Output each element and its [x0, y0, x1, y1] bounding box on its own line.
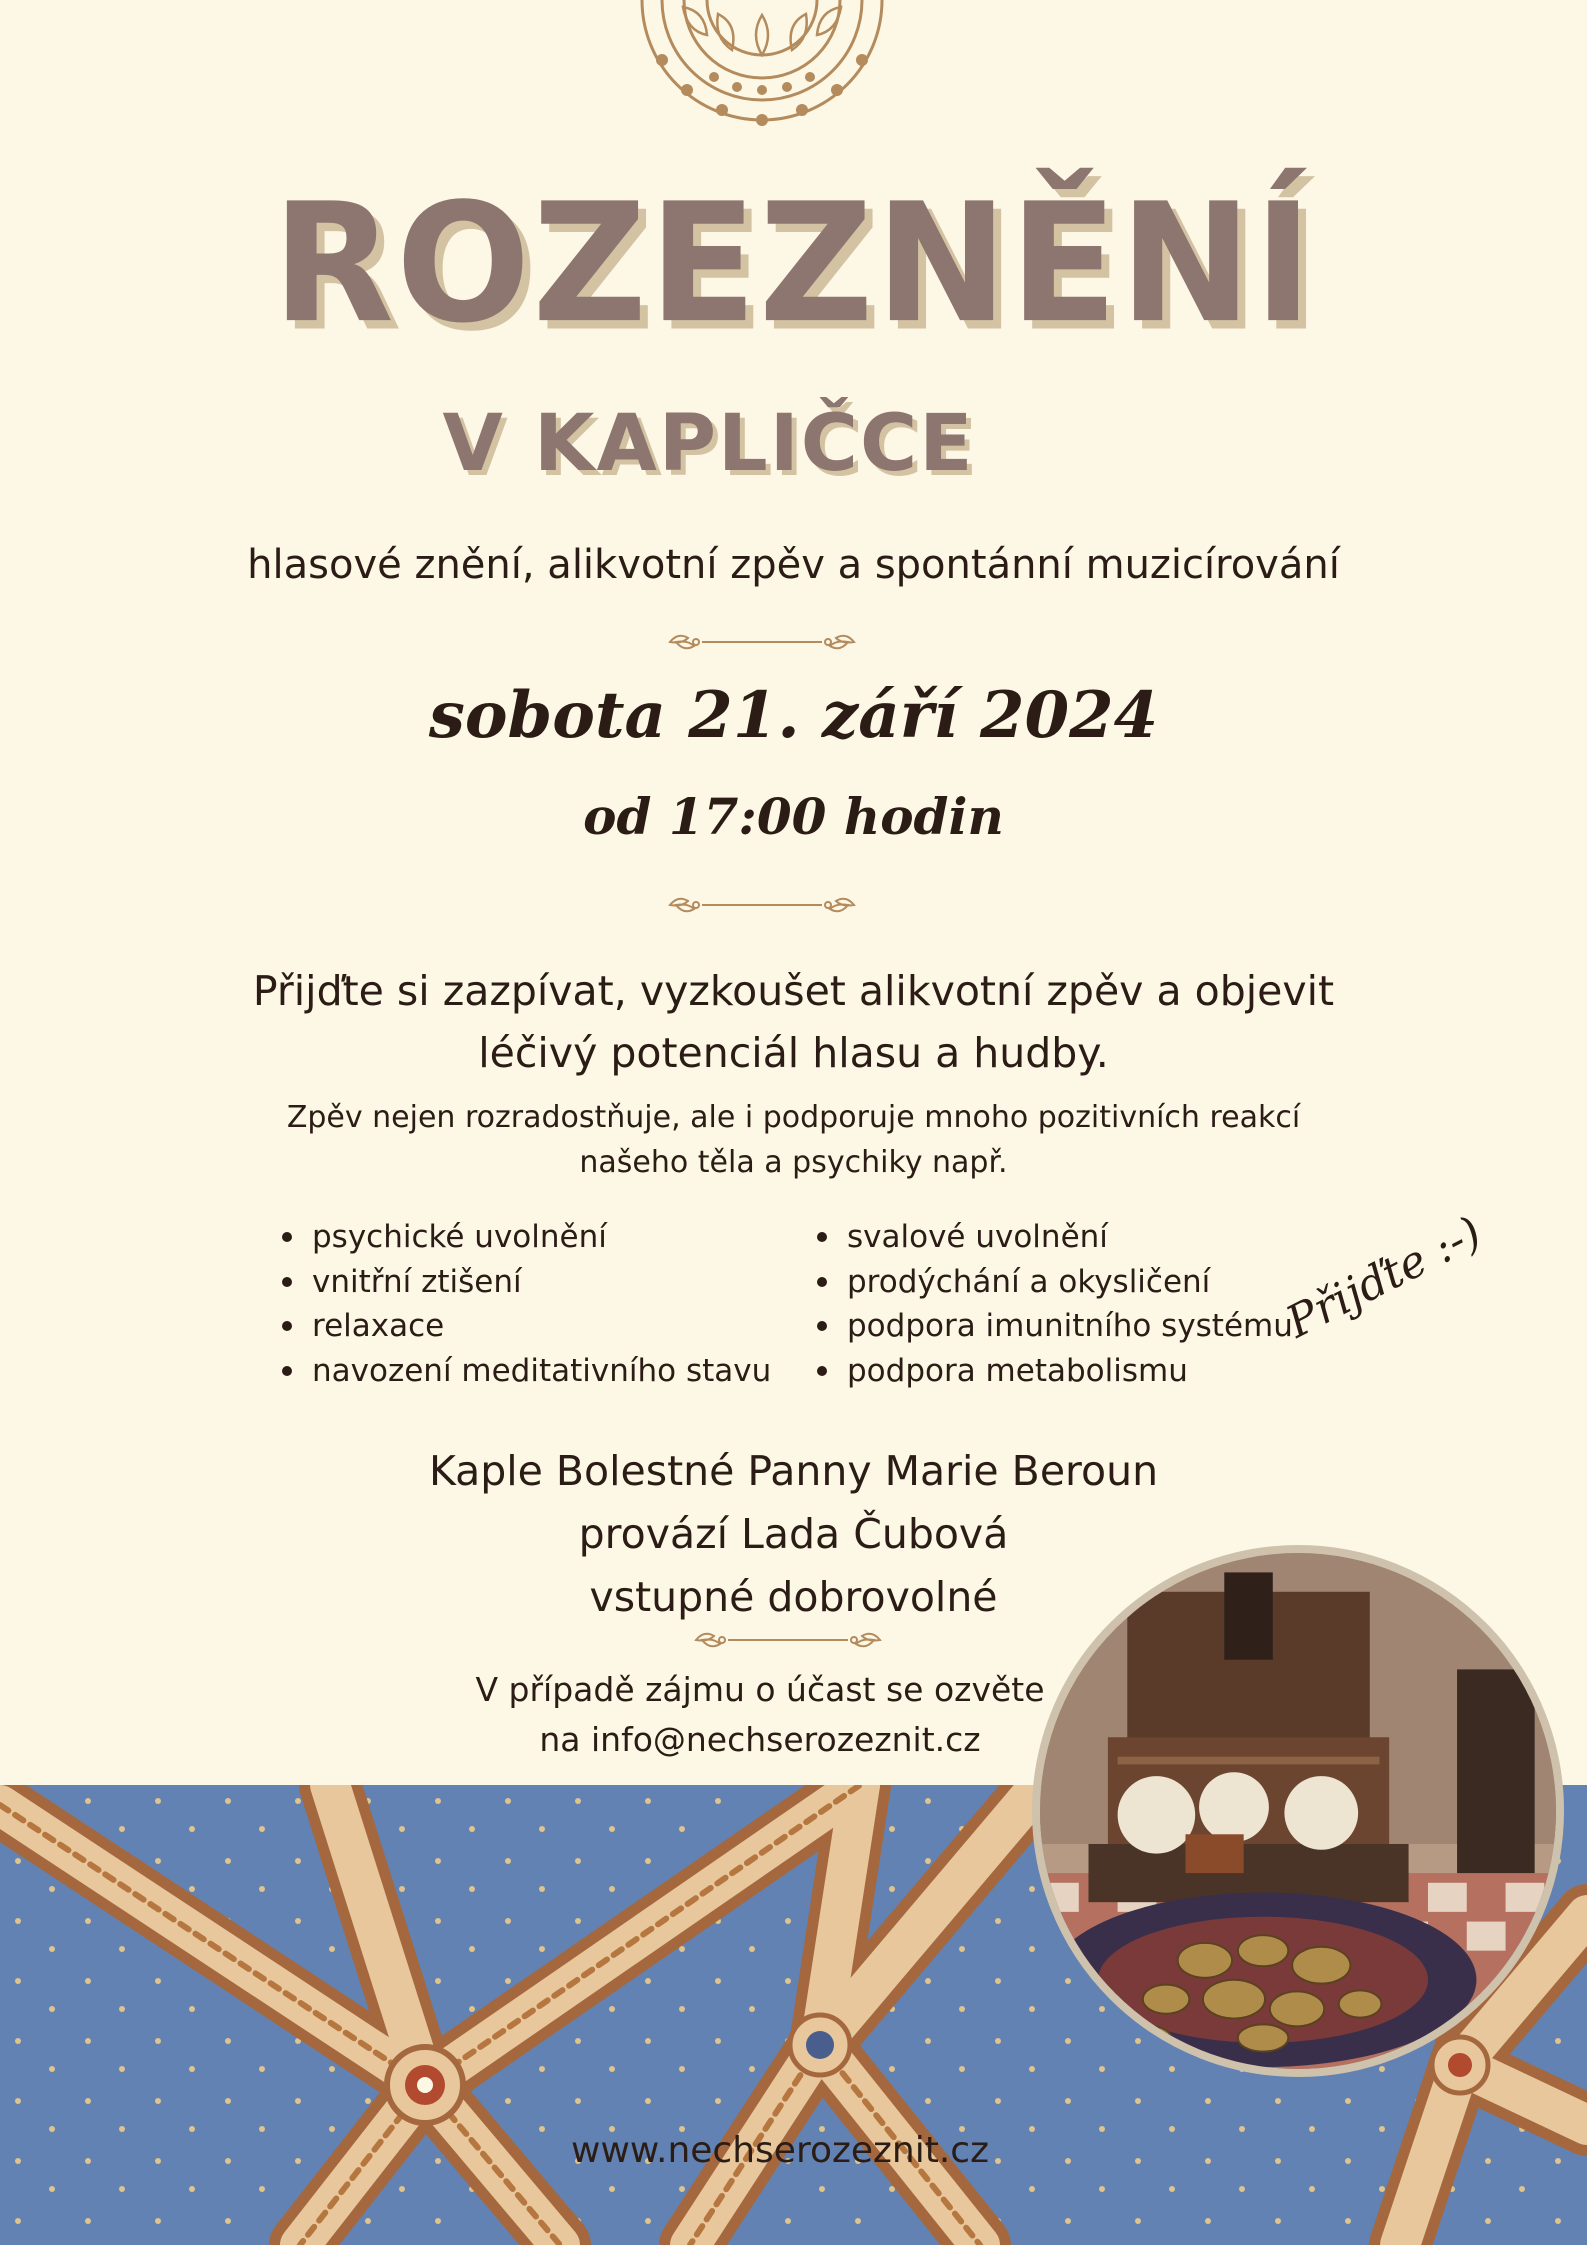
benefits-list-right [815, 1215, 1335, 1393]
tagline: hlasové znění, alikvotní zpěv a spontánní muzicírování [247, 542, 1340, 588]
altar-photo [1032, 1545, 1564, 2077]
poster-title: ROZEZNĚNÍ [272, 168, 1315, 360]
intro-text [0, 1095, 1587, 1185]
floral-divider-icon [662, 893, 862, 917]
list-item: navození meditativního stavu [280, 1349, 800, 1394]
come-note: Přijďte :-) [1278, 1206, 1490, 1349]
intro-line: Zpěv nejen rozradostňuje, ale i podporuje mnoho pozitivních reakcí [286, 1100, 1301, 1135]
benefits-list-left [280, 1215, 800, 1393]
website-link[interactable]: www.nechserozeznit.cz [571, 2130, 989, 2171]
mandala-icon [622, 0, 902, 140]
invitation-line: léčivý potenciál hlasu a hudby. [478, 1029, 1109, 1077]
guide: provází Lada Čubová [578, 1510, 1009, 1558]
event-time: od 17:00 hodin [583, 787, 1004, 846]
list-item: prodýchání a okysličení [815, 1260, 1335, 1305]
entry-fee: vstupné dobrovolné [589, 1573, 998, 1621]
venue: Kaple Bolestné Panny Marie Beroun [428, 1447, 1159, 1495]
floral-divider-icon [662, 630, 862, 654]
list-item: vnitřní ztišení [280, 1260, 800, 1305]
event-date: sobota 21. září 2024 [428, 678, 1159, 753]
invitation-text [0, 960, 1587, 1084]
list-item: psychické uvolnění [280, 1215, 800, 1260]
intro-line: našeho těla a psychiky např. [579, 1145, 1008, 1180]
floral-divider-icon [688, 1628, 888, 1652]
list-item: podpora metabolismu [815, 1349, 1335, 1394]
list-item: relaxace [280, 1304, 800, 1349]
invitation-line: Přijďte si zazpívat, vyzkoušet alikvotní zpěv a objevit [252, 967, 1335, 1015]
poster-subtitle: V KAPLIČCE [442, 399, 975, 489]
contact-line: V případě zájmu o účast se ozvěte [475, 1670, 1045, 1709]
list-item: svalové uvolnění [815, 1215, 1335, 1260]
list-item: podpora imunitního systému [815, 1304, 1335, 1349]
contact-email-line: na info@nechserozeznit.cz [539, 1720, 981, 1759]
